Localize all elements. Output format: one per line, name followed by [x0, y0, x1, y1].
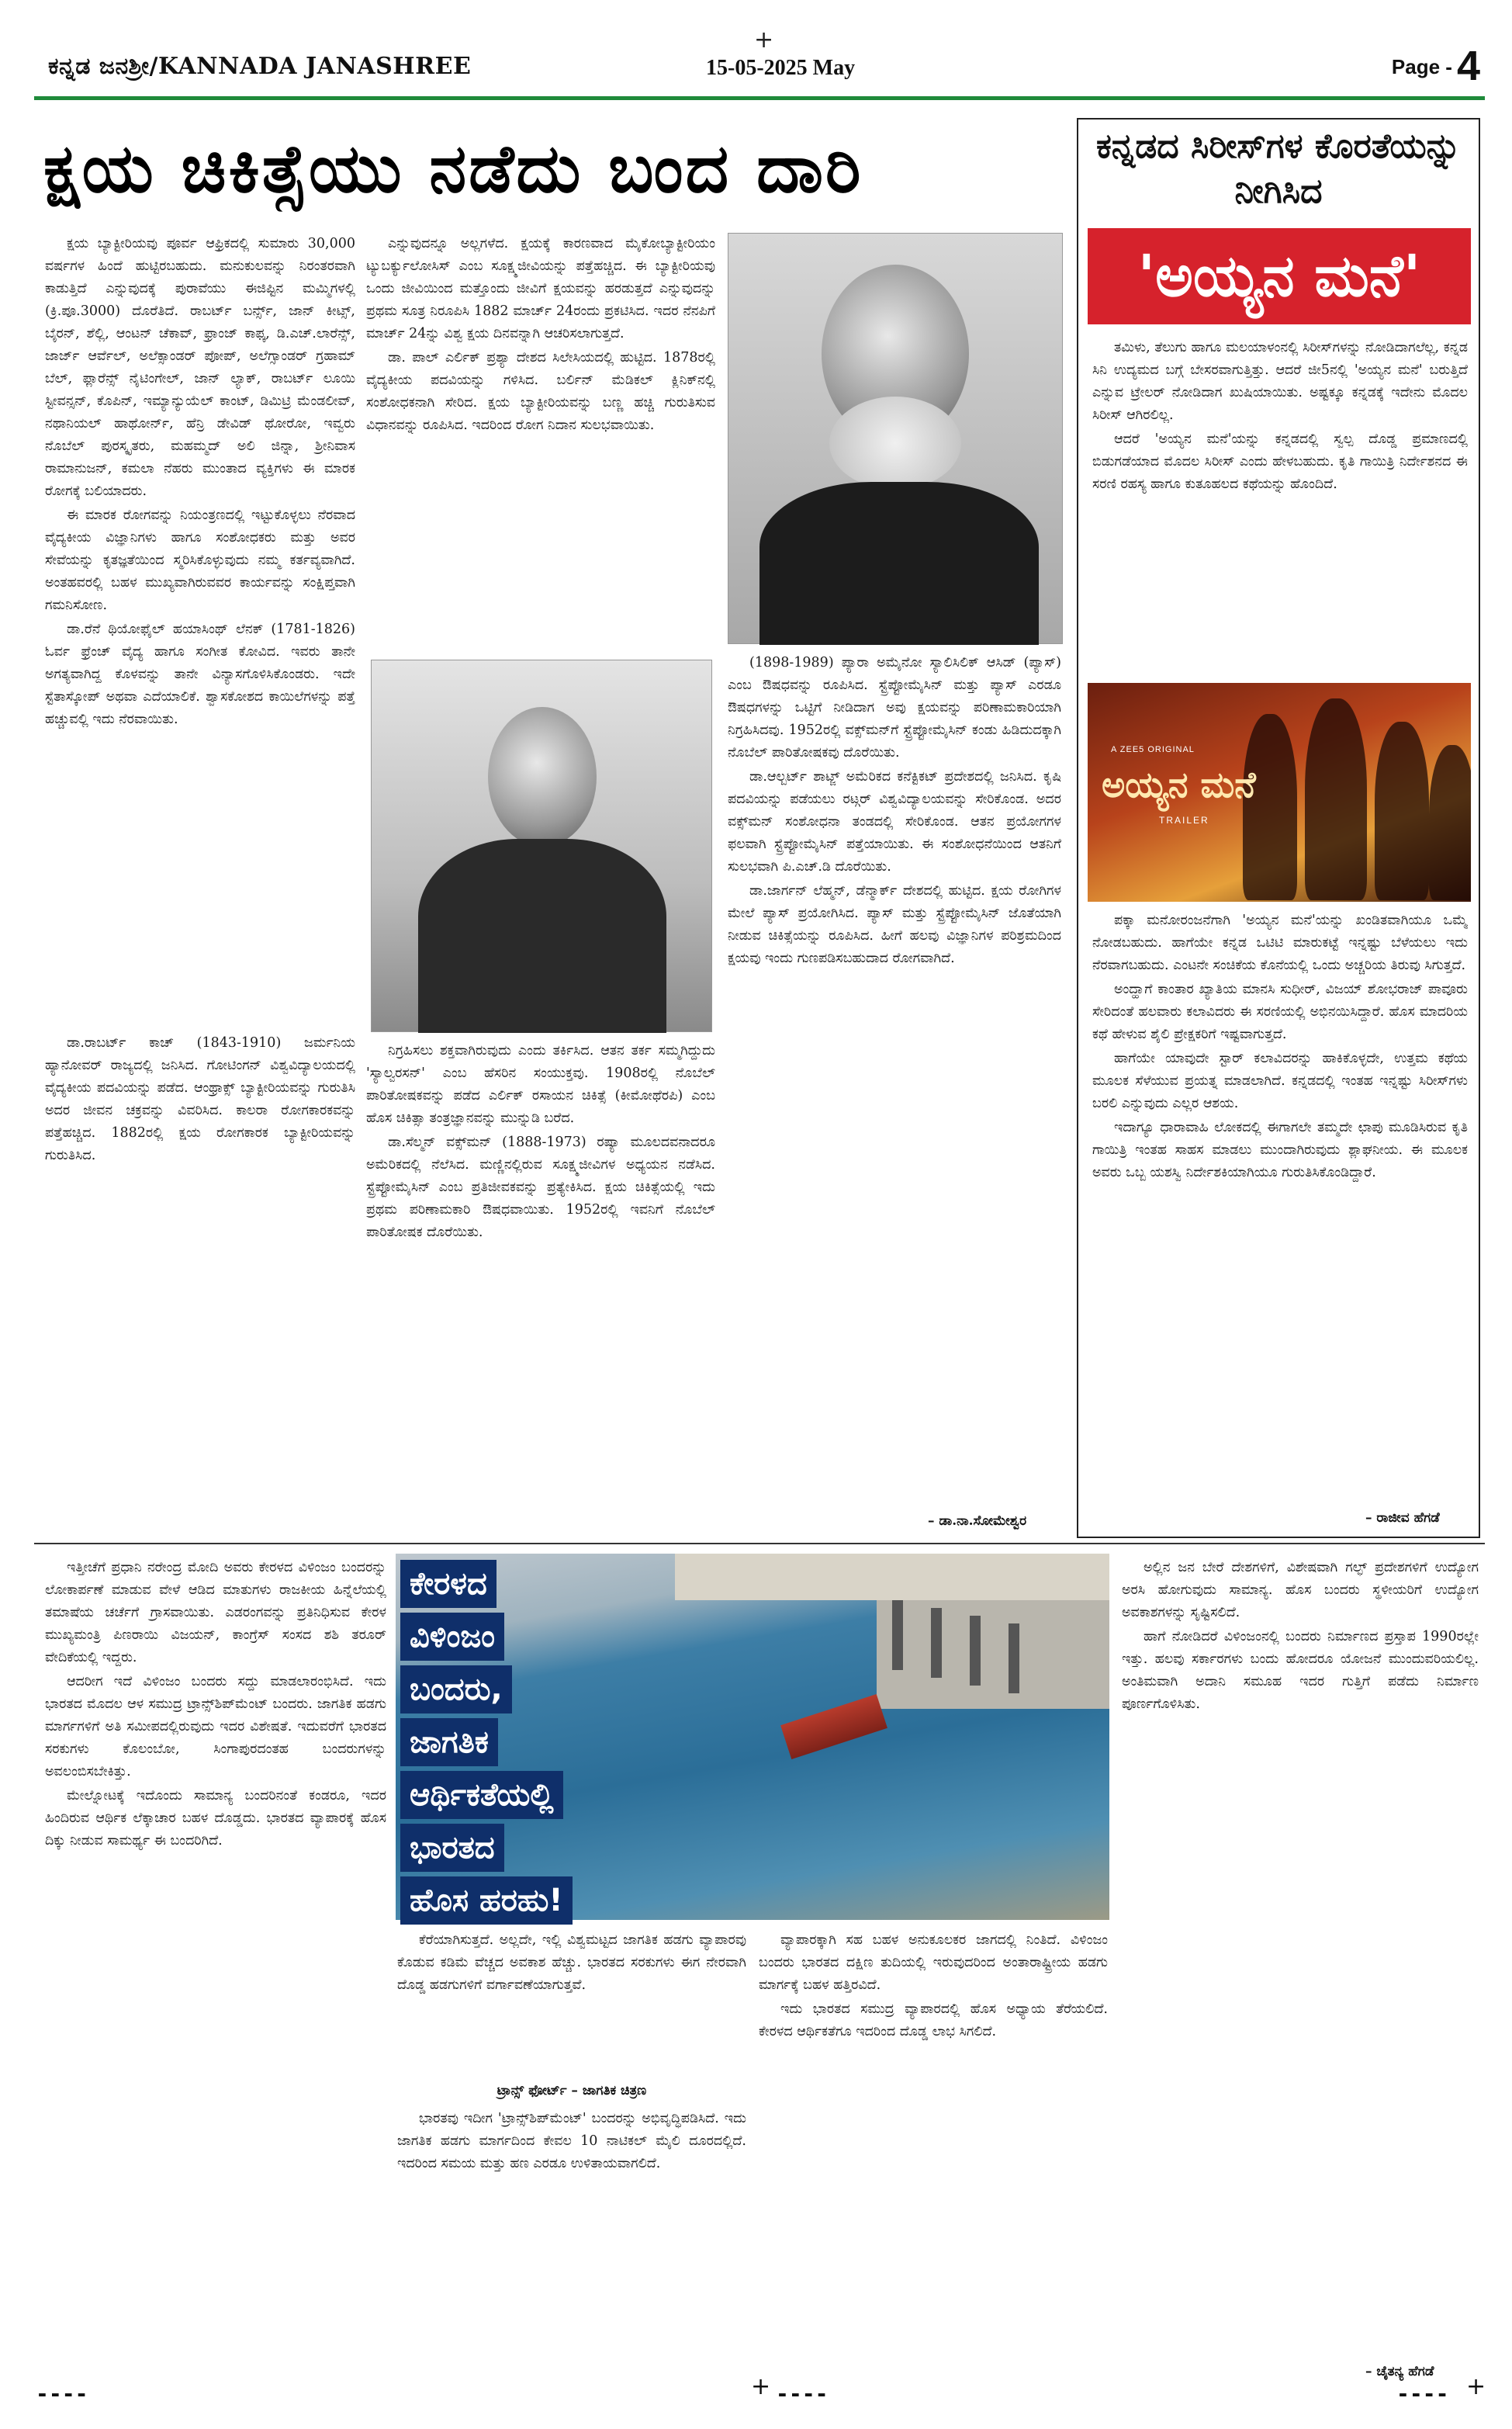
poster-tag: A ZEE5 ORIGINAL	[1111, 745, 1195, 754]
paragraph: ಡಾ.ರೆನೆ ಥಿಯೋಫೈಲ್ ಹಯಾಸಿಂಥ್ ಲೆನಕ್ (1781-1826) ಓರ್ವ ಫ್ರೆಂಚ್ ವೈದ್ಯ ಹಾಗೂ ಸಂಗೀತ ಕೋವಿದ. ಇವರು ತಾನೇ ಅಗತ್ಯವಾಗಿದ್ದ ಕೊಳವನ್ನು ತಾನೇ ವಿನ್ಯಾಸಗೊಳಿಸಿಕೊಂಡರು. ಇದೇ ಸ್ಟೆತಾಸ್ಕೋಪ್ ಅಥವಾ ಎದೆಯಾಲಿಕೆ. ಶ್ವಾಸಕೋಶದ ಕಾಯಿಲೆಗಳನ್ನು ಪತ್ತೆ ಹಚ್ಚುವಲ್ಲಿ ಇದು ನೆರವಾಯಿತು.	[45, 622, 355, 727]
paragraph: ಹಾಗೆ ನೋಡಿದರೆ ವಿಳಿಂಜಂನಲ್ಲಿ ಬಂದರು ನಿರ್ಮಾಣದ ಪ್ರಸ್ತಾಪ 1990ರಲ್ಲೇ ಇತ್ತು. ಹಲವು ಸರ್ಕಾರಗಳು ಬಂದು ಹೋದರೂ ಯೋಜನೆ ಮುಂದುವರಿಯಲಿಲ್ಲ. ಅಂತಿಮವಾಗಿ ಅದಾನಿ ಸಮೂಹ ಇದರ ಗುತ್ತಿಗೆ ಪಡೆದು ನಿರ್ಮಾಣ ಪೂರ್ಣಗೊಳಿಸಿತು.	[1122, 1629, 1479, 1712]
page-label: Page -	[1391, 55, 1452, 78]
series-poster	[1088, 683, 1471, 902]
portrait-laennec	[371, 660, 712, 1032]
page-number: 4	[1456, 43, 1480, 89]
port-column-c	[759, 1929, 1108, 2372]
issue-date: 15-05-2025 May	[706, 56, 856, 80]
paragraph: ಎನ್ನುವುದನ್ನೂ ಅಲ್ಲಗಳೆದ. ಕ್ಷಯಕ್ಕೆ ಕಾರಣವಾದ ಮೈಕೋಬ್ಯಾಕ್ಟೀರಿಯಂ ಟ್ಯುಬರ್ಕ್ಯುಲೋಸಿಸ್ ಎಂಬ ಸೂಕ್ಷ್ಮಜೀವಿಯನ್ನು ಪತ್ತೆಹಚ್ಚಿದ. ಈ ಬ್ಯಾಕ್ಟೀರಿಯವು ಒಂದು ಜೀವಿಯಿಂದ ಮತ್ತೊಂದು ಜೀವಿಗೆ ಕ್ಷಯವನ್ನು ಹರಡುತ್ತದೆ ಎನ್ನುವುದನ್ನು ಪ್ರಥಮ ಸೂತ್ರ ನಿರೂಪಿಸಿ 1882 ಮಾರ್ಚ್ 24ರಂದು ಪ್ರಕಟಿಸಿದ. ಇದರ ನೆನಪಿಗೆ ಮಾರ್ಚ್ 24ನ್ನು ವಿಶ್ವ ಕ್ಷಯ ದಿನವನ್ನಾಗಿ ಆಚರಿಸಲಾಗುತ್ತದೆ.	[366, 236, 715, 341]
paragraph: ಹಾಗೆಯೇ ಯಾವುದೇ ಸ್ಟಾರ್ ಕಲಾವಿದರನ್ನು ಹಾಕಿಕೊಳ್ಳದೇ, ಉತ್ತಮ ಕಥೆಯ ಮೂಲಕ ಸೆಳೆಯುವ ಪ್ರಯತ್ನ ಮಾಡಲಾಗಿದೆ. ಕನ್ನಡದಲ್ಲಿ ಇಂತಹ ಇನ್ನಷ್ಟು ಸಿರೀಸ್‌ಗಳು ಬರಲಿ ಎನ್ನುವುದು ಎಲ್ಲರ ಆಶಯ.	[1092, 1051, 1468, 1111]
lead-column-3	[366, 1040, 715, 1529]
sidebar-body-2	[1092, 910, 1468, 1507]
headline-line: ಹೊಸ ಹರಹು!	[400, 1876, 573, 1925]
paragraph: ಡಾ.ರಾಬರ್ಟ್ ಕಾಚ್ (1843-1910) ಜರ್ಮನಿಯ ಹ್ಯಾನೋವರ್ ರಾಜ್ಯದಲ್ಲಿ ಜನಿಸಿದ. ಗೋಟಿಂಗನ್ ವಿಶ್ವವಿದ್ಯಾಲಯದಲ್ಲಿ ವೈದ್ಯಕೀಯ ಪದವಿಯನ್ನು ಪಡೆದ. ಆಂಥ್ರಾಕ್ಸ್ ಬ್ಯಾಕ್ಟೀರಿಯವನ್ನು ಗುರುತಿಸಿ ಅದರ ಜೀವನ ಚಕ್ರವನ್ನು ವಿವರಿಸಿದ. ಕಾಲರಾ ರೋಗಕಾರಕವನ್ನು ಪತ್ತೆಹಚ್ಚಿದ. 1882ರಲ್ಲಿ ಕ್ಷಯ ರೋಗಕಾರಕ ಬ್ಯಾಕ್ಟೀರಿಯವನ್ನು ಗುರುತಿಸಿದ.	[45, 1035, 355, 1163]
paragraph: ಡಾ. ಪಾಲ್ ಎರ್ಲಿಕ್ ಪ್ರಶ್ಯಾ ದೇಶದ ಸಿಲೇಸಿಯದಲ್ಲಿ ಹುಟ್ಟಿದ. 1878ರಲ್ಲಿ ವೈದ್ಯಕೀಯ ಪದವಿಯನ್ನು ಗಳಿಸಿದ. ಬರ್ಲಿನ್ ಮೆಡಿಕಲ್ ಕ್ಲಿನಿಕ್‌ನಲ್ಲಿ ಸಂಶೋಧಕನಾಗಿ ಸೇರಿದ. ಕ್ಷಯ ಬ್ಯಾಕ್ಟೀರಿಯವನ್ನು ಬಣ್ಣ ಹಚ್ಚಿ ಗುರುತಿಸುವ ವಿಧಾನವನ್ನು ರೂಪಿಸಿದ. ಇದರಿಂದ ರೋಗ ನಿದಾನ ಸುಲಭವಾಯಿತು.	[366, 350, 715, 433]
headline-line: ಜಾಗತಿಕ	[400, 1718, 498, 1766]
paragraph: ಇದು ಭಾರತದ ಸಮುದ್ರ ವ್ಯಾಪಾರದಲ್ಲಿ ಹೊಸ ಅಧ್ಯಾಯ ತೆರೆಯಲಿದೆ. ಕೇರಳದ ಆರ್ಥಿಕತೆಗೂ ಇದರಿಂದ ದೊಡ್ಡ ಲಾಭ ಸಿಗಲಿದೆ.	[759, 2001, 1108, 2039]
section-divider	[34, 1543, 1485, 1544]
paragraph: ಡಾ.ಜಾರ್ಗನ್ ಲೆಹ್ಮನ್, ಡೆನ್ಮಾರ್ಕ್ ದೇಶದಲ್ಲಿ ಹುಟ್ಟಿದ. ಕ್ಷಯ ರೋಗಿಗಳ ಮೇಲೆ ಪ್ಯಾಸ್ ಪ್ರಯೋಗಿಸಿದ. ಪ್ಯಾಸ್ ಮತ್ತು ಸ್ಟ್ರೆಪ್ಟೋಮೈಸಿನ್ ಜೊತೆಯಾಗಿ ನೀಡುವ ಚಿಕಿತ್ಸೆಯನ್ನು ರೂಪಿಸಿದ. ಹೀಗೆ ಹಲವು ವಿಜ್ಞಾನಿಗಳ ಪರಿಶ್ರಮದಿಂದ ಕ್ಷಯವು ಇಂದು ಗುಣಪಡಿಸಬಹುದಾದ ರೋಗವಾಗಿದೆ.	[728, 883, 1061, 966]
lead-headline: ಕ್ಷಯ ಚಿಕಿತ್ಸೆಯು ನಡೆದು ಬಂದ ದಾರಿ	[43, 130, 863, 208]
sidebar-author: – ರಾಜೀವ ಹೆಗಡೆ	[1365, 1510, 1440, 1526]
lead-author: – ಡಾ.ನಾ.ಸೋಮೇಶ್ವರ	[928, 1513, 1027, 1529]
lead-column-1b	[45, 1032, 355, 1529]
port-column-d	[1122, 1557, 1479, 2364]
port-headline	[400, 1560, 656, 1929]
masthead	[34, 31, 1485, 89]
paragraph: ನಿಗ್ರಹಿಸಲು ಶಕ್ತವಾಗಿರುವುದು ಎಂದು ತರ್ಕಿಸಿದ. ಆತನ ತರ್ಕ ಸಮ್ಮಗಿದ್ದುದು 'ಸ್ಯಾಲ್ವರಸನ್' ಎಂಬ ಹೆಸರಿನ ಸಂಯುಕ್ತವು. 1908ರಲ್ಲಿ ನೊಬೆಲ್ ಪಾರಿತೋಷಕವನ್ನು ಪಡೆದ ಎರ್ಲಿಕ್ ರಸಾಯನ ಚಿಕಿತ್ಸೆ (ಕೀಮೋಥೆರಪಿ) ಎಂಬ ಹೊಸ ಚಿಕಿತ್ಸಾ ತಂತ್ರಜ್ಞಾನವನ್ನು ಮುನ್ನುಡಿ ಬರೆದ.	[366, 1043, 715, 1126]
paragraph: ಕೆರೆಯಾಗಿಸುತ್ತದೆ. ಅಲ್ಲದೇ, ಇಲ್ಲಿ ವಿಶ್ವಮಟ್ಟದ ಜಾಗತಿಕ ಹಡಗು ವ್ಯಾಪಾರವು ಕೊಡುವ ಕಡಿಮೆ ವೆಚ್ಚದ ಅವಕಾಶ ಹೆಚ್ಚು. ಭಾರತದ ಸರಕುಗಳು ಈಗ ನೇರವಾಗಿ ದೊಡ್ಡ ಹಡಗುಗಳಿಗೆ ವರ್ಗಾವಣೆಯಾಗುತ್ತವೆ.	[397, 1932, 746, 1993]
lead-column-4	[728, 652, 1061, 1513]
footer-dashes-mid: ----	[776, 2381, 829, 2406]
paragraph: ಕ್ಷಯ ಬ್ಯಾಕ್ಟೀರಿಯವು ಪೂರ್ವ ಆಫ್ರಿಕದಲ್ಲಿ ಸುಮಾರು 30,000 ವರ್ಷಗಳ ಹಿಂದೆ ಹುಟ್ಟಿರಬಹುದು. ಮನುಕುಲವನ್ನು ನಿರಂತರವಾಗಿ ಕಾಡುತ್ತಿದೆ ಎನ್ನುವುದಕ್ಕೆ ಪುರಾವೆಯು ಈಜಿಪ್ಟಿನ ಮಮ್ಮಿಗಳಲ್ಲಿ (ಕ್ರಿ.ಪೂ.3000) ದೊರೆತಿದೆ. ರಾಬರ್ಟ್ ಬರ್ನ್ಸ್, ಜಾನ್ ಕೀಟ್ಸ್, ಬೈರನ್, ಶೆಲ್ಲಿ, ಆಂಟನ್ ಚೆಕಾವ್, ಫ್ರಾಂಜ್ ಕಾಫ್ಕ, ಡಿ.ಎಚ್.ಲಾರೆನ್ಸ್, ಜಾರ್ಜ್ ಆರ್ವೆಲ್, ಅಲೆಕ್ಸಾಂಡರ್ ಪೋಪ್, ಅಲೆಗ್ಸಾಂಡರ್ ಗ್ರಹಾಮ್ ಬೆಲ್, ಫ್ಲಾರೆನ್ಸ್ ನೈಟಿಂಗೇಲ್, ಜಾನ್ ಲ್ಯಾಕ್, ರಾಬರ್ಟ್ ಲೂಯಿ ಸ್ಟೀವನ್ಸನ್, ಕೊಪಿನ್, ಇಮ್ಯಾನ್ಯುಯೆಲ್ ಕಾಂಟ್, ಡಿಮಿಟ್ರಿ ಮೆಂಡಲೀವ್, ನಥಾನಿಯಲ್ ಹಾಥೋರ್ನ್, ಹೆನ್ರಿ ಡೇವಿಡ್ ಥೋರೋ, ಇವ್ವರು ನೊಬೆಲ್ ಪುರಸ್ಕೃತರು, ಮಹಮ್ಮದ್ ಅಲಿ ಜಿನ್ನಾ, ಶ್ರೀನಿವಾಸ ರಾಮಾನುಜನ್, ಕಮಲಾ ನೆಹರು ಮುಂತಾದ ವ್ಯಕ್ತಿಗಳು ಈ ಮಾರಕ ರೋಗಕ್ಕೆ ಬಲಿಯಾದರು.	[45, 236, 355, 499]
port-column-b	[397, 1929, 746, 2069]
footer-dashes-right: ----	[1396, 2381, 1449, 2406]
lead-column-1	[45, 233, 355, 1032]
headline-line: ಕೇರಳದ	[400, 1560, 497, 1608]
paragraph: ಪಕ್ಕಾ ಮನೋರಂಜನೆಗಾಗಿ 'ಅಯ್ಯನ ಮನೆ'ಯನ್ನು ಖಂಡಿತವಾಗಿಯೂ ಒಮ್ಮೆ ನೋಡಬಹುದು. ಹಾಗೆಯೇ ಕನ್ನಡ ಒಟಿಟಿ ಮಾರುಕಟ್ಟೆ ಇನ್ನಷ್ಟು ಬೆಳೆಯಲು ಇದು ನೆರವಾಗಬಹುದು. ಎಂಟನೇ ಸಂಚಿಕೆಯ ಕೊನೆಯಲ್ಲಿ ಒಂದು ಅಚ್ಚರಿಯ ತಿರುವು ಸಿಗುತ್ತದೆ.	[1092, 913, 1468, 973]
paragraph: ಅಲ್ಲಿನ ಜನ ಬೇರೆ ದೇಶಗಳಿಗೆ, ವಿಶೇಷವಾಗಿ ಗಲ್ಫ್ ಪ್ರದೇಶಗಳಿಗೆ ಉದ್ಯೋಗ ಅರಸಿ ಹೋಗುವುದು ಸಾಮಾನ್ಯ. ಹೊಸ ಬಂದರು ಸ್ಥಳೀಯರಿಗೆ ಉದ್ಯೋಗ ಅವಕಾಶಗಳನ್ನು ಸೃಷ್ಟಿಸಲಿದೆ.	[1122, 1560, 1479, 1620]
sidebar-headline: ಕನ್ನಡದ ಸಿರೀಸ್‌ಗಳ ಕೊರತೆಯನ್ನು ನೀಗಿಸಿದ	[1096, 126, 1461, 211]
port-subheading: ಟ್ರಾನ್ಸ್ ಫೋರ್ಟ್ – ಜಾಗತಿಕ ಚಿತ್ರಣ	[497, 2083, 647, 2098]
sidebar-body-1	[1092, 337, 1468, 678]
paragraph: ತಮಿಳು, ತೆಲುಗು ಹಾಗೂ ಮಲಯಾಳಂನಲ್ಲಿ ಸಿರೀಸ್‌ಗಳನ್ನು ನೋಡಿದಾಗಲೆಲ್ಲ, ಕನ್ನಡ ಸಿನಿ ಉದ್ಯಮದ ಬಗ್ಗೆ ಬೇಸರವಾಗುತ್ತಿತ್ತು. ಆದರೆ ಜೀ5ನಲ್ಲಿ 'ಅಯ್ಯನ ಮನೆ' ಬರುತ್ತಿದೆ ಎನ್ನುವ ಟ್ರೇಲರ್ ನೋಡಿದಾಗ ಖುಷಿಯಾಯಿತು. ಅಷ್ಟಕ್ಕೂ ಕನ್ನಡಕ್ಕೆ ಇದೇನು ಮೊದಲ ಸಿರೀಸ್ ಆಗಿರಲಿಲ್ಲ.	[1092, 340, 1468, 423]
headline-line: ಬಂದರು,	[400, 1665, 512, 1713]
paragraph: ಇದಾಗ್ಯೂ ಧಾರಾವಾಹಿ ಲೋಕದಲ್ಲಿ ಈಗಾಗಲೇ ತಮ್ಮದೇ ಛಾಪು ಮೂಡಿಸಿರುವ ಕೃತಿ ಗಾಯಿತ್ರಿ ಇಂತಹ ಸಾಹಸ ಮಾಡಲು ಮುಂದಾಗಿರುವುದು ಶ್ಲಾಘನೀಯ. ಈ ಮೂಲಕ ಅವರು ಒಬ್ಬ ಯಶಸ್ವಿ ನಿರ್ದೇಶಕಿಯಾಗಿಯೂ ಗುರುತಿಸಿಕೊಂಡಿದ್ದಾರೆ.	[1092, 1120, 1468, 1180]
registration-mark: +	[1466, 2373, 1486, 2400]
registration-mark: +	[751, 2373, 771, 2400]
footer-dashes-left: ----	[36, 2381, 88, 2406]
paragraph: ಭಾರತವು ಇದೀಗ 'ಟ್ರಾನ್ಸ್‌ಶಿಪ್‌ಮೆಂಟ್' ಬಂದರನ್ನು ಅಭಿವೃದ್ಧಿಪಡಿಸಿದೆ. ಇದು ಜಾಗತಿಕ ಹಡಗು ಮಾರ್ಗದಿಂದ ಕೇವಲ 10 ನಾಟಿಕಲ್ ಮೈಲಿ ದೂರದಲ್ಲಿದೆ. ಇದರಿಂದ ಸಮಯ ಮತ್ತು ಹಣ ಎರಡೂ ಉಳಿತಾಯವಾಗಲಿದೆ.	[397, 2111, 746, 2171]
paragraph: (1898-1989) ಪ್ಯಾರಾ ಅಮೈನೋ ಸ್ಯಾಲಿಸಿಲಿಕ್ ಆಸಿಡ್ (ಪ್ಯಾಸ್) ಎಂಬ ಔಷಧವನ್ನು ರೂಪಿಸಿದ. ಸ್ಟ್ರೆಪ್ಟೋಮೈಸಿನ್ ಮತ್ತು ಪ್ಯಾಸ್ ಎರಡೂ ಔಷಧಗಳನ್ನು ಒಟ್ಟಿಗೆ ನೀಡಿದಾಗ ಅವು ಕ್ಷಯವನ್ನು ಪರಿಣಾಮಕಾರಿಯಾಗಿ ನಿಗ್ರಹಿಸಿದವು. 1952ರಲ್ಲಿ ವಕ್ಸ್‌ಮನ್‌ಗೆ ಸ್ಟ್ರೆಪ್ಟೋಮೈಸಿನ್ ಕಂಡು ಹಿಡಿದುದಕ್ಕಾಗಿ ನೊಬೆಲ್ ಪಾರಿತೋಷಕವು ದೊರೆಯಿತು.	[728, 655, 1061, 761]
port-column-b2	[397, 2108, 746, 2372]
paragraph: ಆದರೆ 'ಅಯ್ಯನ ಮನೆ'ಯನ್ನು ಕನ್ನಡದಲ್ಲಿ ಸ್ವಲ್ಪ ದೊಡ್ಡ ಪ್ರಮಾಣದಲ್ಲಿ ಬಿಡುಗಡೆಯಾದ ಮೊದಲ ಸಿರೀಸ್ ಎಂದು ಹೇಳಬಹುದು. ಕೃತಿ ಗಾಯಿತ್ರಿ ನಿರ್ದೇಶನದ ಈ ಸರಣಿ ರಹಸ್ಯ ಹಾಗೂ ಕುತೂಹಲದ ಕಥೆಯನ್ನು ಹೊಂದಿದೆ.	[1092, 431, 1468, 492]
port-column-a	[45, 1557, 386, 2379]
poster-title: ಅಯ್ಯನ ಮನೆ	[1102, 764, 1256, 806]
paragraph: ವ್ಯಾಪಾರಕ್ಕಾಗಿ ಸಹ ಬಹಳ ಅನುಕೂಲಕರ ಜಾಗದಲ್ಲಿ ನಿಂತಿದೆ. ವಿಳಿಂಜಂ ಬಂದರು ಭಾರತದ ದಕ್ಷಿಣ ತುದಿಯಲ್ಲಿ ಇರುವುದರಿಂದ ಅಂತಾರಾಷ್ಟ್ರೀಯ ಹಡಗು ಮಾರ್ಗಕ್ಕೆ ಬಹಳ ಹತ್ತಿರವಿದೆ.	[759, 1932, 1108, 1993]
masthead-rule	[34, 96, 1485, 100]
paragraph: ಅಂದ್ಹಾಗೆ ಕಾಂತಾರ ಖ್ಯಾತಿಯ ಮಾನಸಿ ಸುಧೀರ್, ವಿಜಯ್ ಶೋಭರಾಜ್ ಪಾವೂರು ಸೇರಿದಂತೆ ಹಲವಾರು ಕಲಾವಿದರು ಈ ಸರಣಿಯಲ್ಲಿ ಅಭಿನಯಿಸಿದ್ದಾರೆ. ಹೊಸ ಮಾದರಿಯ ಕಥೆ ಹೇಳುವ ಶೈಲಿ ಪ್ರೇಕ್ಷಕರಿಗೆ ಇಷ್ಟವಾಗುತ್ತದೆ.	[1092, 982, 1468, 1042]
paragraph: ಡಾ.ಸೆಲ್ಮನ್ ವಕ್ಸ್‌ಮನ್ (1888-1973) ರಷ್ಯಾ ಮೂಲದವನಾದರೂ ಅಮೆರಿಕದಲ್ಲಿ ನೆಲೆಸಿದ. ಮಣ್ಣಿನಲ್ಲಿರುವ ಸೂಕ್ಷ್ಮಜೀವಿಗಳ ಅಧ್ಯಯನ ನಡೆಸಿದ. ಸ್ಟ್ರೆಪ್ಟೋಮೈಸಿನ್ ಎಂಬ ಪ್ರತಿಜೀವಕವನ್ನು ಪ್ರತ್ಯೇಕಿಸಿದ. ಕ್ಷಯ ಚಿಕಿತ್ಸೆಯಲ್ಲಿ ಇದು ಪ್ರಥಮ ಪರಿಣಾಮಕಾರಿ ಔಷಧವಾಯಿತು. 1952ರಲ್ಲಿ ಇವನಿಗೆ ನೊಬೆಲ್ ಪಾರಿತೋಷಕ ದೊರೆಯಿತು.	[366, 1135, 715, 1240]
paragraph: ಡಾ.ಆಲ್ಬರ್ಟ್ ಶಾಟ್ಜ್ ಅಮೆರಿಕದ ಕನೆಕ್ಟಿಕಟ್ ಪ್ರದೇಶದಲ್ಲಿ ಜನಿಸಿದ. ಕೃಷಿ ಪದವಿಯನ್ನು ಪಡೆಯಲು ರಟ್ಗರ್ ವಿಶ್ವವಿದ್ಯಾಲಯವನ್ನು ಸೇರಿಕೊಂಡ. ಅದರ ವಕ್ಸ್‌ಮನ್ ಸಂಶೋಧನಾ ತಂಡದಲ್ಲಿ ಸೇರಿಕೊಂಡ. ಆತನ ಪ್ರಯೋಗಗಳ ಫಲವಾಗಿ ಸ್ಟ್ರೆಪ್ಟೋಮೈಸಿನ್ ಪತ್ತೆಯಾಯಿತು. ಈ ಸಂಶೋಧನೆಯಿಂದ ಆತನಿಗೆ ಸುಲಭವಾಗಿ ಪಿ.ಎಚ್.ಡಿ ದೊರೆಯಿತು.	[728, 769, 1061, 875]
paragraph: ಇತ್ತೀಚೆಗೆ ಪ್ರಧಾನಿ ನರೇಂದ್ರ ಮೋದಿ ಅವರು ಕೇರಳದ ವಿಳಿಂಜಂ ಬಂದರನ್ನು ಲೋಕಾರ್ಪಣೆ ಮಾಡುವ ವೇಳೆ ಆಡಿದ ಮಾತುಗಳು ರಾಜಕೀಯ ಹಿನ್ನೆಲೆಯಲ್ಲಿ ತಮಾಷೆಯ ಚರ್ಚೆಗೆ ಗ್ರಾಸವಾಯಿತು. ಎಡರಂಗವನ್ನು ಪ್ರತಿನಿಧಿಸುವ ಕೇರಳ ಮುಖ್ಯಮಂತ್ರಿ ಪಿಣರಾಯಿ ವಿಜಯನ್, ಕಾಂಗ್ರೆಸ್ ಸಂಸದ ಶಶಿ ತರೂರ್ ವೇದಿಕೆಯಲ್ಲಿ ಇದ್ದರು.	[45, 1560, 386, 1665]
registration-mark: +	[754, 26, 774, 54]
headline-line: ವಿಳಿಂಜಂ	[400, 1613, 504, 1661]
port-author: – ಚೈತನ್ಯ ಹೆಗಡೆ	[1365, 2364, 1434, 2379]
headline-line: ಭಾರತದ	[400, 1824, 504, 1872]
paragraph: ಮೇಲ್ನೋಟಕ್ಕೆ ಇದೊಂದು ಸಾಮಾನ್ಯ ಬಂದರಿನಂತೆ ಕಂಡರೂ, ಇದರ ಹಿಂದಿರುವ ಆರ್ಥಿಕ ಲೆಕ್ಕಾಚಾರ ಬಹಳ ದೊಡ್ಡದು. ಭಾರತದ ವ್ಯಾಪಾರಕ್ಕೆ ಹೊಸ ದಿಕ್ಕು ನೀಡುವ ಸಾಮರ್ಥ್ಯ ಈ ಬಂದರಿಗಿದೆ.	[45, 1788, 386, 1849]
paper-name: ಕನ್ನಡ ಜನಶ್ರೀ/KANNADA JANASHREE	[48, 53, 472, 80]
sidebar-title: 'ಅಯ್ಯನ ಮನೆ'	[1088, 228, 1471, 324]
lead-column-2	[366, 233, 715, 652]
page-indicator	[1392, 42, 1480, 90]
headline-line: ಆರ್ಥಿಕತೆಯಲ್ಲಿ	[400, 1771, 563, 1819]
paragraph: ಈ ಮಾರಕ ರೋಗವನ್ನು ನಿಯಂತ್ರಣದಲ್ಲಿ ಇಟ್ಟುಕೊಳ್ಳಲು ನೆರವಾದ ವೈದ್ಯಕೀಯ ವಿಜ್ಞಾನಿಗಳು ಹಾಗೂ ಸಂಶೋಧಕರು ಮತ್ತು ಅವರ ಸೇವೆಯನ್ನು ಕೃತಜ್ಞತೆಯಿಂದ ಸ್ಮರಿಸಿಕೊಳ್ಳುವುದು ನಮ್ಮ ಕರ್ತವ್ಯವಾಗಿದೆ. ಅಂತಹವರಲ್ಲಿ ಬಹಳ ಮುಖ್ಯವಾಗಿರುವವರ ಕಾರ್ಯವನ್ನು ಸಂಕ್ಷಿಪ್ತವಾಗಿ ಗಮನಿಸೋಣ.	[45, 508, 355, 613]
portrait-koch	[728, 233, 1063, 644]
paragraph: ಆದರೀಗ ಇದೆ ವಿಳಿಂಜಂ ಬಂದರು ಸದ್ದು ಮಾಡಲಾರಂಭಿಸಿದೆ. ಇದು ಭಾರತದ ಮೊದಲ ಆಳ ಸಮುದ್ರ ಟ್ರಾನ್ಸ್‌ಶಿಪ್‌ಮೆಂಟ್ ಬಂದರು. ಜಾಗತಿಕ ಹಡಗು ಮಾರ್ಗಗಳಿಗೆ ಅತಿ ಸಮೀಪದಲ್ಲಿರುವುದು ಇದರ ವಿಶೇಷತೆ. ಇದುವರೆಗೆ ಭಾರತದ ಸರಕುಗಳು ಕೊಲಂಬೋ, ಸಿಂಗಾಪುರದಂತಹ ಬಂದರುಗಳನ್ನು ಅವಲಂಬಿಸಬೇಕಿತ್ತು.	[45, 1674, 386, 1779]
poster-trailer-label: TRAILER	[1159, 815, 1209, 826]
